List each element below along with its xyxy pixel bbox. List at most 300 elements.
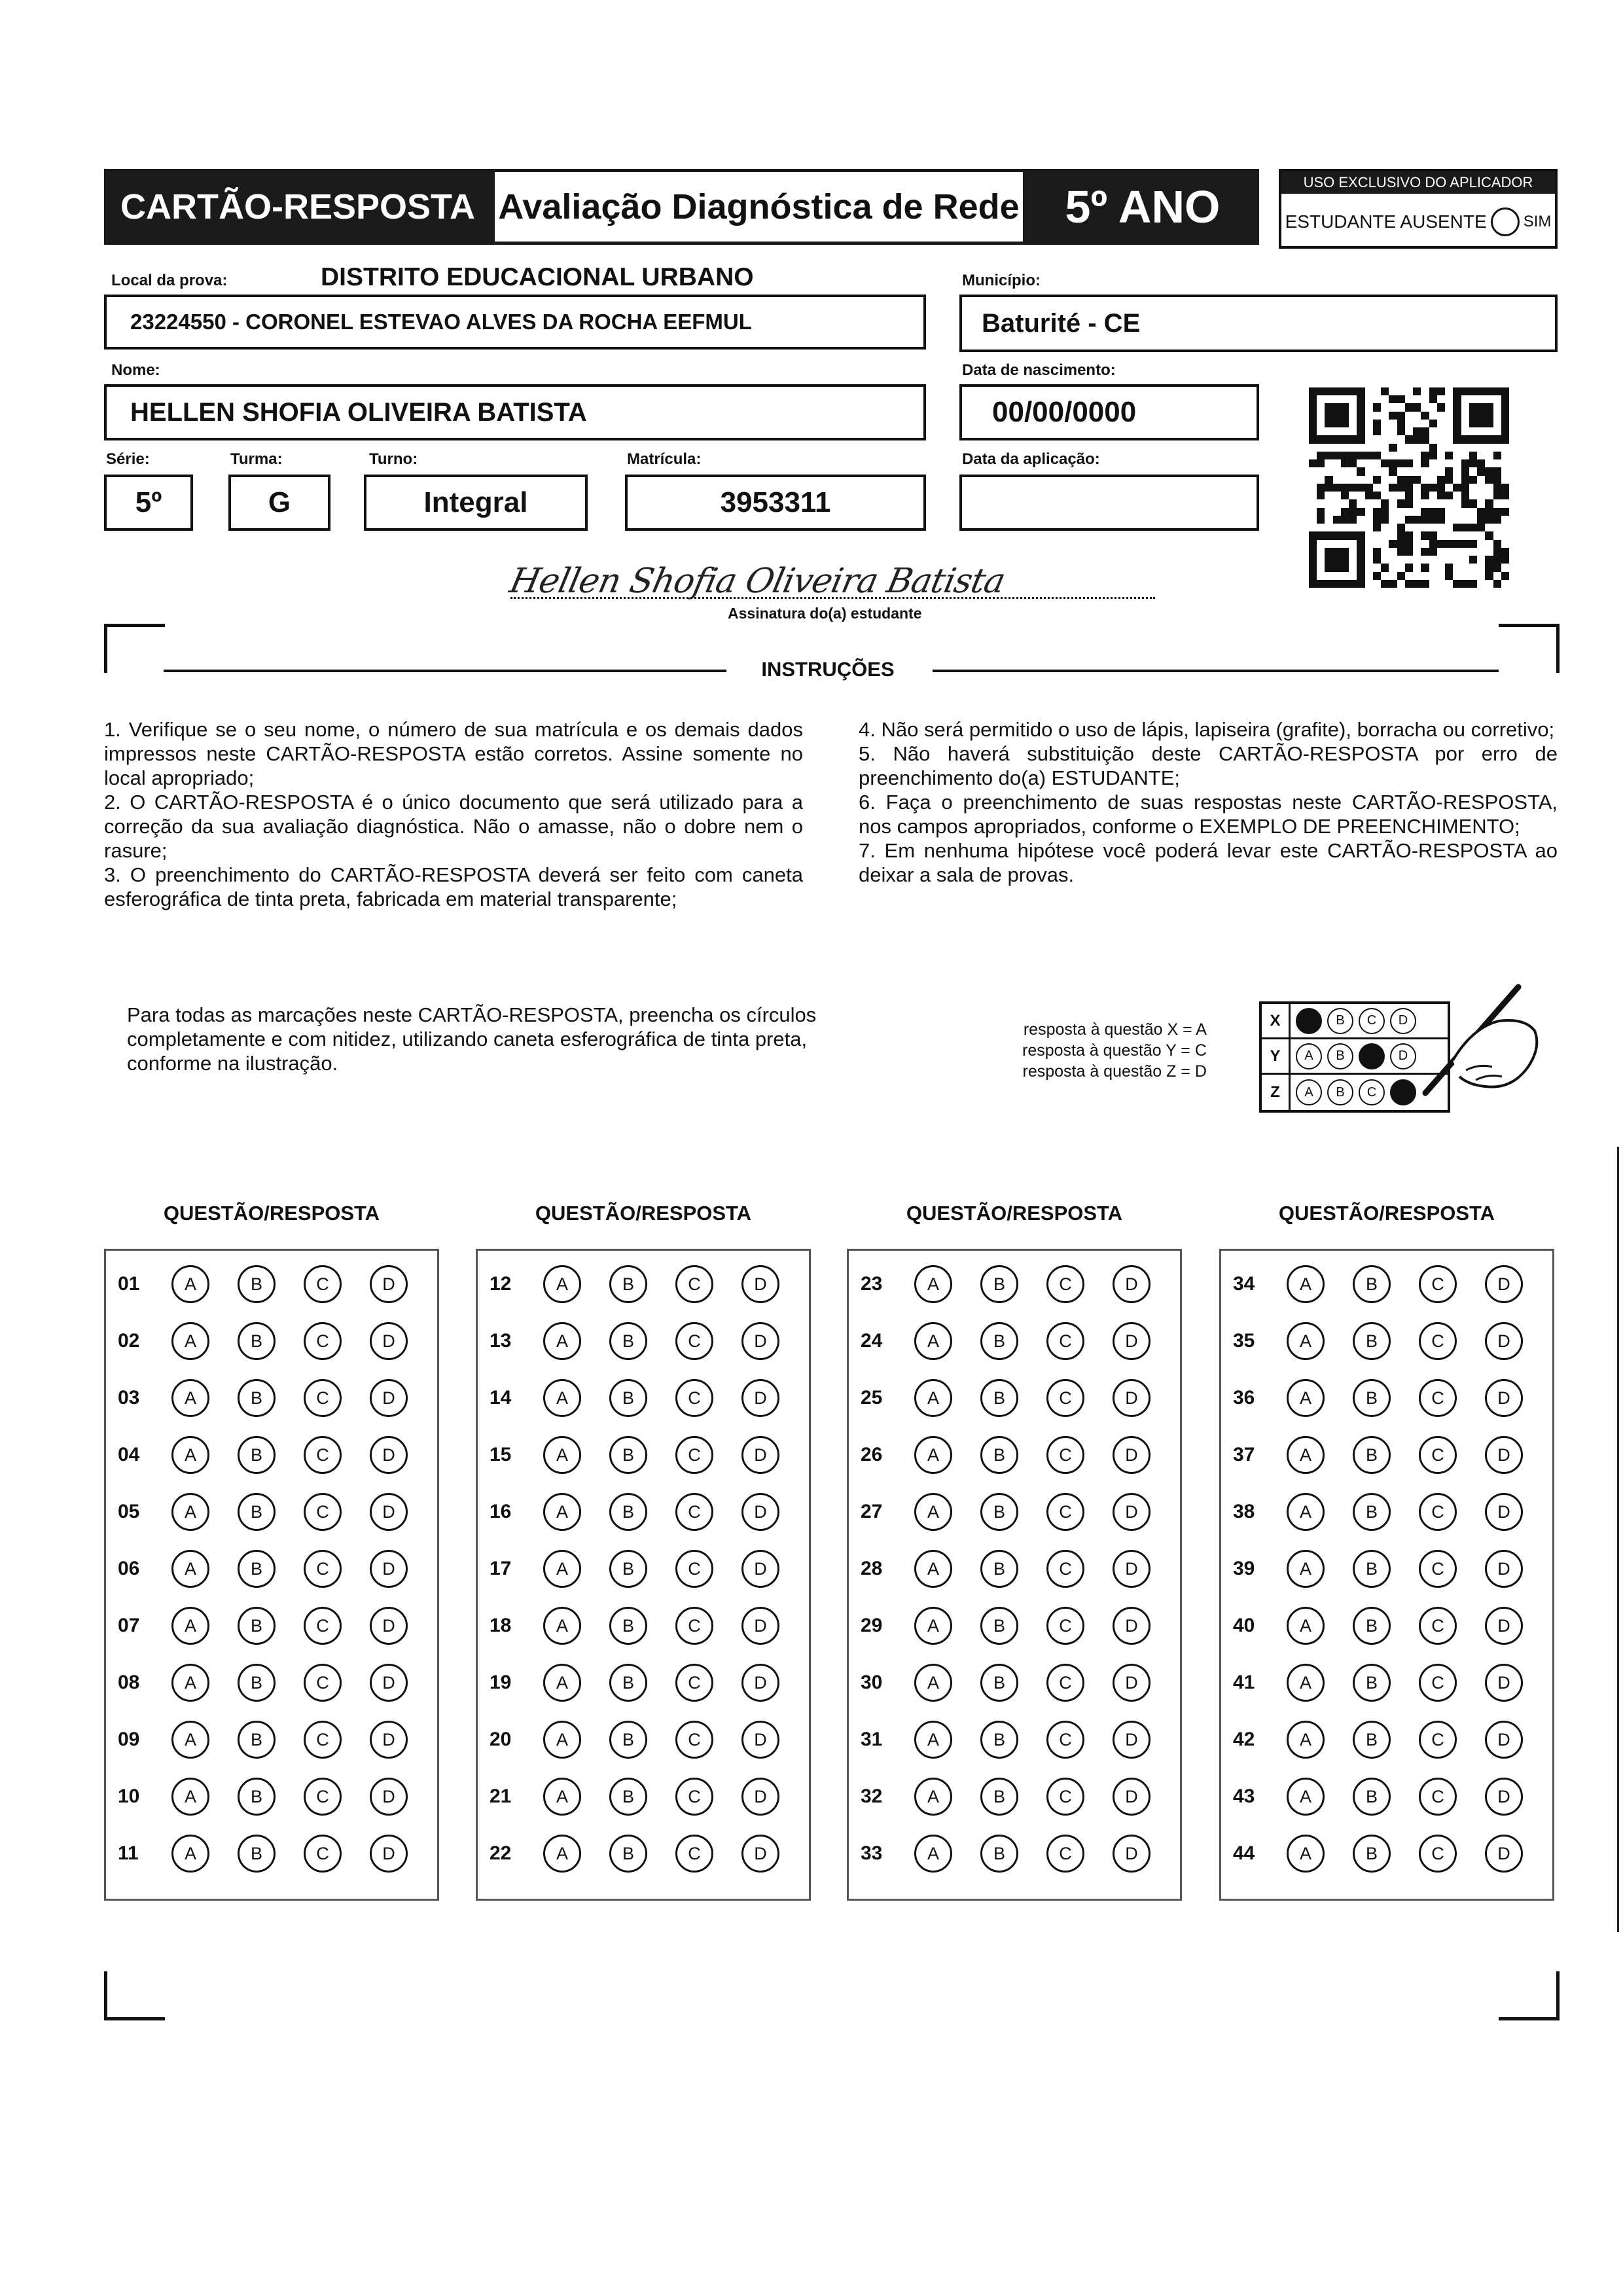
answer-bubble-a[interactable]: A <box>171 1664 209 1702</box>
answer-bubble-d[interactable]: D <box>1113 1607 1150 1645</box>
turma-label: Turma: <box>230 450 283 468</box>
answer-bubble-c[interactable]: C <box>1046 1379 1084 1417</box>
column-header: QUESTÃO/RESPOSTA <box>1278 1202 1495 1225</box>
answer-bubble-d[interactable]: D <box>370 1550 408 1588</box>
answer-bubble-d[interactable]: D <box>370 1265 408 1303</box>
answer-bubble-d[interactable]: D <box>741 1778 779 1816</box>
answer-bubble-c[interactable]: C <box>1419 1550 1457 1588</box>
question-number: 26 <box>861 1444 883 1465</box>
answer-bubble-d[interactable]: D <box>370 1664 408 1702</box>
answer-bubble-d[interactable]: D <box>1113 1322 1150 1360</box>
answer-bubble-c[interactable]: C <box>675 1265 713 1303</box>
answer-bubble-d[interactable]: D <box>741 1493 779 1531</box>
answer-bubble-d[interactable]: D <box>370 1778 408 1816</box>
crop-mark-top-right <box>1499 624 1560 673</box>
question-number: 19 <box>490 1672 512 1693</box>
example-bubble: A <box>1296 1008 1322 1034</box>
answer-bubble-a[interactable]: A <box>171 1436 209 1474</box>
answer-bubble-c[interactable]: C <box>1419 1493 1457 1531</box>
exam-title: Avaliação Diagnóstica de Rede <box>491 169 1026 245</box>
answer-bubble-b[interactable]: B <box>1353 1265 1391 1303</box>
question-number: 18 <box>490 1615 512 1636</box>
question-row <box>1221 1378 1551 1418</box>
local-field: 23224550 - CORONEL ESTEVAO ALVES DA ROCHA EEFMUL <box>104 295 926 350</box>
answer-bubble-c[interactable]: C <box>1419 1664 1457 1702</box>
example-legend-z: resposta à questão Z = D <box>1022 1062 1207 1081</box>
column-header: QUESTÃO/RESPOSTA <box>906 1202 1123 1225</box>
answer-bubble-a[interactable]: A <box>543 1835 581 1873</box>
answer-bubble-d[interactable]: D <box>370 1835 408 1873</box>
answer-bubble-a[interactable]: A <box>1287 1778 1325 1816</box>
answer-bubble-d[interactable]: D <box>1485 1721 1523 1759</box>
answer-column-3 <box>847 1249 1182 1901</box>
answer-bubble-d[interactable]: D <box>1485 1835 1523 1873</box>
answer-bubble-a[interactable]: A <box>543 1778 581 1816</box>
answer-bubble-c[interactable]: C <box>304 1664 342 1702</box>
applicator-title: USO EXCLUSIVO DO APLICADOR <box>1281 171 1555 194</box>
answer-bubble-b[interactable]: B <box>238 1550 276 1588</box>
answer-bubble-c[interactable]: C <box>304 1379 342 1417</box>
answer-bubble-c[interactable]: C <box>675 1493 713 1531</box>
answer-bubble-c[interactable]: C <box>675 1607 713 1645</box>
answer-bubble-b[interactable]: B <box>1353 1493 1391 1531</box>
absent-bubble[interactable] <box>1491 207 1520 236</box>
nome-field: HELLEN SHOFIA OLIVEIRA BATISTA <box>104 384 926 440</box>
answer-bubble-d[interactable]: D <box>741 1322 779 1360</box>
answer-bubble-d[interactable]: D <box>370 1436 408 1474</box>
answer-column-1 <box>104 1249 439 1901</box>
answer-bubble-b[interactable]: B <box>609 1322 647 1360</box>
crop-mark-bottom-right <box>1499 1971 1560 2020</box>
question-row <box>106 1719 436 1760</box>
question-number: 01 <box>118 1273 140 1295</box>
crop-mark-bottom-left <box>104 1971 165 2020</box>
answer-bubble-c[interactable]: C <box>675 1436 713 1474</box>
answer-bubble-a[interactable]: A <box>171 1379 209 1417</box>
answer-bubble-d[interactable]: D <box>741 1265 779 1303</box>
answer-bubble-c[interactable]: C <box>1046 1664 1084 1702</box>
instruction-item: 5. Não haverá substituição deste CARTÃO-RESPOSTA por erro de preenchimento do(a) ESTUDANTE; <box>859 742 1558 789</box>
answer-bubble-b[interactable]: B <box>1353 1778 1391 1816</box>
question-row <box>478 1833 808 1874</box>
example-bubble: A <box>1296 1043 1322 1069</box>
question-number: 27 <box>861 1501 883 1522</box>
answer-bubble-a[interactable]: A <box>914 1493 952 1531</box>
answer-bubble-d[interactable]: D <box>370 1607 408 1645</box>
answer-bubble-a[interactable]: A <box>1287 1265 1325 1303</box>
answer-bubble-a[interactable]: A <box>1287 1322 1325 1360</box>
answer-bubble-a[interactable]: A <box>543 1493 581 1531</box>
question-row <box>849 1605 1179 1646</box>
answer-bubble-a[interactable]: A <box>543 1436 581 1474</box>
question-row <box>1221 1662 1551 1703</box>
answer-bubble-a[interactable]: A <box>543 1322 581 1360</box>
answer-bubble-c[interactable]: C <box>1046 1493 1084 1531</box>
answer-bubble-d[interactable]: D <box>370 1493 408 1531</box>
answer-bubble-b[interactable]: B <box>238 1436 276 1474</box>
answer-bubble-c[interactable]: C <box>304 1550 342 1588</box>
answer-bubble-c[interactable]: C <box>304 1607 342 1645</box>
question-number: 15 <box>490 1444 512 1465</box>
answer-bubble-c[interactable]: C <box>675 1721 713 1759</box>
answer-bubble-b[interactable]: B <box>238 1835 276 1873</box>
answer-bubble-a[interactable]: A <box>543 1265 581 1303</box>
answer-bubble-a[interactable]: A <box>914 1322 952 1360</box>
answer-bubble-c[interactable]: C <box>675 1550 713 1588</box>
question-number: 20 <box>490 1729 512 1750</box>
answer-bubble-d[interactable]: D <box>741 1379 779 1417</box>
example-row-label: X <box>1262 1004 1291 1037</box>
answer-bubble-d[interactable]: D <box>1485 1664 1523 1702</box>
question-number: 40 <box>1233 1615 1255 1636</box>
answer-bubble-b[interactable]: B <box>609 1607 647 1645</box>
question-number: 03 <box>118 1387 140 1408</box>
question-number: 11 <box>118 1842 139 1864</box>
example-bubble: D <box>1390 1008 1416 1034</box>
answer-bubble-b[interactable]: B <box>238 1664 276 1702</box>
answer-bubble-b[interactable]: B <box>1353 1436 1391 1474</box>
question-number: 04 <box>118 1444 140 1465</box>
answer-bubble-b[interactable]: B <box>238 1322 276 1360</box>
example-bubble: C <box>1359 1043 1385 1069</box>
answer-bubble-c[interactable]: C <box>1046 1265 1084 1303</box>
answer-bubble-a[interactable]: A <box>914 1835 952 1873</box>
question-row <box>106 1549 436 1589</box>
answer-bubble-a[interactable]: A <box>914 1721 952 1759</box>
example-bubble: B <box>1327 1079 1353 1105</box>
answer-bubble-c[interactable]: C <box>1046 1835 1084 1873</box>
answer-bubble-b[interactable]: B <box>980 1607 1018 1645</box>
answer-bubble-c[interactable]: C <box>1046 1550 1084 1588</box>
answer-bubble-a[interactable]: A <box>914 1265 952 1303</box>
column-header: QUESTÃO/RESPOSTA <box>535 1202 752 1225</box>
answer-bubble-a[interactable]: A <box>543 1550 581 1588</box>
aplicacao-label: Data da aplicação: <box>962 450 1100 468</box>
signature: Hellen Shofia Oliveira Batista <box>506 562 1008 601</box>
answer-bubble-b[interactable]: B <box>980 1664 1018 1702</box>
question-row <box>478 1605 808 1646</box>
answer-bubble-b[interactable]: B <box>980 1778 1018 1816</box>
answer-bubble-c[interactable]: C <box>675 1835 713 1873</box>
answer-bubble-a[interactable]: A <box>1287 1550 1325 1588</box>
question-row <box>106 1264 436 1304</box>
answer-bubble-b[interactable]: B <box>609 1379 647 1417</box>
answer-bubble-b[interactable]: B <box>238 1265 276 1303</box>
answer-bubble-b[interactable]: B <box>1353 1835 1391 1873</box>
answer-bubble-b[interactable]: B <box>980 1721 1018 1759</box>
answer-bubble-b[interactable]: B <box>980 1322 1018 1360</box>
answer-bubble-d[interactable]: D <box>741 1835 779 1873</box>
answer-bubble-c[interactable]: C <box>1419 1835 1457 1873</box>
question-number: 22 <box>490 1842 512 1864</box>
question-row <box>1221 1492 1551 1532</box>
answer-bubble-b[interactable]: B <box>609 1721 647 1759</box>
question-row <box>478 1662 808 1703</box>
question-number: 21 <box>490 1785 512 1807</box>
instructions-rule-left <box>164 670 726 672</box>
answer-bubble-c[interactable]: C <box>304 1721 342 1759</box>
question-row <box>478 1492 808 1532</box>
answer-bubble-c[interactable]: C <box>1046 1721 1084 1759</box>
question-number: 32 <box>861 1785 883 1807</box>
answer-bubble-d[interactable]: D <box>1485 1265 1523 1303</box>
answer-bubble-a[interactable]: A <box>171 1607 209 1645</box>
answer-bubble-b[interactable]: B <box>238 1778 276 1816</box>
answer-bubble-b[interactable]: B <box>609 1778 647 1816</box>
question-row <box>1221 1719 1551 1760</box>
answer-bubble-c[interactable]: C <box>675 1322 713 1360</box>
matricula-field: 3953311 <box>625 475 926 531</box>
answer-bubble-a[interactable]: A <box>914 1379 952 1417</box>
crop-mark-top-left <box>104 624 165 673</box>
answer-bubble-a[interactable]: A <box>171 1550 209 1588</box>
answer-bubble-b[interactable]: B <box>238 1607 276 1645</box>
answer-bubble-a[interactable]: A <box>171 1778 209 1816</box>
question-number: 06 <box>118 1558 140 1579</box>
answer-bubble-d[interactable]: D <box>741 1721 779 1759</box>
answer-bubble-a[interactable]: A <box>1287 1664 1325 1702</box>
example-bubble: C <box>1359 1079 1385 1105</box>
answer-bubble-d[interactable]: D <box>1113 1265 1150 1303</box>
example-bubble: B <box>1327 1008 1353 1034</box>
serie-field: 5º <box>104 475 193 531</box>
pen-hand-icon <box>1414 982 1544 1113</box>
qr-code <box>1309 387 1509 588</box>
question-number: 35 <box>1233 1330 1255 1352</box>
answer-bubble-c[interactable]: C <box>675 1664 713 1702</box>
answer-bubble-a[interactable]: A <box>1287 1835 1325 1873</box>
turma-field: G <box>228 475 330 531</box>
answer-bubble-c[interactable]: C <box>1419 1379 1457 1417</box>
example-legend-y: resposta à questão Y = C <box>1022 1041 1207 1060</box>
question-number: 38 <box>1233 1501 1255 1522</box>
answer-bubble-b[interactable]: B <box>1353 1322 1391 1360</box>
answer-bubble-b[interactable]: B <box>609 1664 647 1702</box>
matricula-label: Matrícula: <box>627 450 702 468</box>
instruction-item: 2. O CARTÃO-RESPOSTA é o único documento que será utilizado para a correção da sua avaliação diagnóstica. Não o amasse, não o dobre nem o rasure; <box>104 791 803 862</box>
question-number: 44 <box>1233 1842 1255 1864</box>
answer-bubble-d[interactable]: D <box>1485 1493 1523 1531</box>
answer-bubble-c[interactable]: C <box>1419 1778 1457 1816</box>
answer-bubble-c[interactable]: C <box>304 1436 342 1474</box>
question-row <box>106 1833 436 1874</box>
instruction-item: 4. Não será permitido o uso de lápis, lapiseira (grafite), borracha ou corretivo; <box>859 718 1555 741</box>
answer-bubble-a[interactable]: A <box>914 1607 952 1645</box>
answer-bubble-c[interactable]: C <box>1046 1436 1084 1474</box>
question-number: 29 <box>861 1615 883 1636</box>
aplicacao-field <box>959 475 1259 531</box>
answer-bubble-d[interactable]: D <box>1113 1664 1150 1702</box>
answer-bubble-b[interactable]: B <box>1353 1664 1391 1702</box>
answer-bubble-d[interactable]: D <box>741 1664 779 1702</box>
answer-bubble-b[interactable]: B <box>980 1265 1018 1303</box>
question-number: 31 <box>861 1729 883 1750</box>
answer-bubble-b[interactable]: B <box>609 1493 647 1531</box>
answer-bubble-b[interactable]: B <box>1353 1550 1391 1588</box>
nome-label: Nome: <box>111 361 160 379</box>
answer-bubble-b[interactable]: B <box>980 1493 1018 1531</box>
answer-bubble-b[interactable]: B <box>609 1550 647 1588</box>
question-row <box>1221 1605 1551 1646</box>
answer-bubble-d[interactable]: D <box>1485 1322 1523 1360</box>
answer-bubble-b[interactable]: B <box>1353 1721 1391 1759</box>
municipio-label: Município: <box>962 272 1041 289</box>
answer-bubble-d[interactable]: D <box>1113 1493 1150 1531</box>
answer-bubble-d[interactable]: D <box>1113 1436 1150 1474</box>
answer-bubble-d[interactable]: D <box>1485 1607 1523 1645</box>
answer-bubble-b[interactable]: B <box>609 1835 647 1873</box>
turno-field: Integral <box>364 475 588 531</box>
grade-label: 5º ANO <box>1026 169 1259 245</box>
answer-bubble-b[interactable]: B <box>980 1835 1018 1873</box>
question-number: 33 <box>861 1842 883 1864</box>
answer-bubble-c[interactable]: C <box>304 1835 342 1873</box>
answer-bubble-a[interactable]: A <box>914 1550 952 1588</box>
question-row <box>478 1264 808 1304</box>
answer-column-4 <box>1219 1249 1554 1901</box>
question-row <box>478 1435 808 1475</box>
answer-bubble-a[interactable]: A <box>171 1493 209 1531</box>
applicator-box <box>1279 169 1558 249</box>
example-bubble: A <box>1296 1079 1322 1105</box>
municipio-field: Baturité - CE <box>959 295 1558 352</box>
answer-bubble-c[interactable]: C <box>304 1493 342 1531</box>
answer-bubble-b[interactable]: B <box>238 1493 276 1531</box>
nascimento-field: 00/00/0000 <box>959 384 1259 440</box>
question-row <box>849 1719 1179 1760</box>
question-row <box>106 1605 436 1646</box>
answer-bubble-c[interactable]: C <box>675 1778 713 1816</box>
question-row <box>1221 1833 1551 1874</box>
question-number: 42 <box>1233 1729 1255 1750</box>
answer-bubble-a[interactable]: A <box>171 1265 209 1303</box>
answer-bubble-a[interactable]: A <box>543 1664 581 1702</box>
answer-bubble-a[interactable]: A <box>1287 1721 1325 1759</box>
answer-bubble-d[interactable]: D <box>741 1607 779 1645</box>
answer-bubble-c[interactable]: C <box>304 1265 342 1303</box>
example-bubble: D <box>1390 1079 1416 1105</box>
question-row <box>106 1378 436 1418</box>
answer-bubble-c[interactable]: C <box>1046 1778 1084 1816</box>
example-bubble: D <box>1390 1043 1416 1069</box>
answer-bubble-d[interactable]: D <box>1485 1550 1523 1588</box>
answer-bubble-a[interactable]: A <box>171 1721 209 1759</box>
nascimento-label: Data de nascimento: <box>962 361 1116 379</box>
answer-bubble-d[interactable]: D <box>370 1721 408 1759</box>
question-row <box>849 1321 1179 1361</box>
answer-bubble-a[interactable]: A <box>171 1835 209 1873</box>
question-number: 23 <box>861 1273 883 1295</box>
answer-bubble-b[interactable]: B <box>1353 1607 1391 1645</box>
answer-bubble-d[interactable]: D <box>1485 1778 1523 1816</box>
answer-column-2 <box>476 1249 811 1901</box>
answer-bubble-d[interactable]: D <box>1485 1379 1523 1417</box>
question-number: 28 <box>861 1558 883 1579</box>
instructions-title: INSTRUÇÕES <box>761 658 895 681</box>
answer-bubble-a[interactable]: A <box>543 1607 581 1645</box>
question-number: 39 <box>1233 1558 1255 1579</box>
answer-bubble-b[interactable]: B <box>980 1379 1018 1417</box>
answer-bubble-b[interactable]: B <box>238 1379 276 1417</box>
answer-bubble-c[interactable]: C <box>304 1778 342 1816</box>
answer-bubble-c[interactable]: C <box>1046 1607 1084 1645</box>
answer-bubble-d[interactable]: D <box>1113 1721 1150 1759</box>
answer-bubble-a[interactable]: A <box>171 1322 209 1360</box>
answer-bubble-d[interactable]: D <box>370 1379 408 1417</box>
answer-bubble-d[interactable]: D <box>741 1436 779 1474</box>
answer-bubble-c[interactable]: C <box>1419 1322 1457 1360</box>
answer-bubble-a[interactable]: A <box>914 1664 952 1702</box>
signature-label: Assinatura do(a) estudante <box>728 605 922 622</box>
answer-bubble-b[interactable]: B <box>980 1436 1018 1474</box>
question-row <box>849 1492 1179 1532</box>
question-row <box>1221 1776 1551 1817</box>
question-number: 13 <box>490 1330 512 1352</box>
question-row <box>849 1662 1179 1703</box>
answer-bubble-a[interactable]: A <box>1287 1607 1325 1645</box>
answer-bubble-a[interactable]: A <box>1287 1493 1325 1531</box>
answer-bubble-a[interactable]: A <box>914 1436 952 1474</box>
question-row <box>478 1719 808 1760</box>
absent-option: SIM <box>1523 213 1552 230</box>
answer-bubble-c[interactable]: C <box>304 1322 342 1360</box>
example-row-label: Y <box>1262 1039 1291 1073</box>
answer-bubble-d[interactable]: D <box>1113 1550 1150 1588</box>
instruction-item: 3. O preenchimento do CARTÃO-RESPOSTA deverá ser feito com caneta esferográfica de tinta preta, fabricada em material transparente; <box>104 863 803 910</box>
question-row <box>478 1378 808 1418</box>
answer-bubble-a[interactable]: A <box>543 1379 581 1417</box>
question-row <box>106 1492 436 1532</box>
answer-bubble-d[interactable]: D <box>741 1550 779 1588</box>
answer-bubble-d[interactable]: D <box>1113 1379 1150 1417</box>
answer-bubble-c[interactable]: C <box>675 1379 713 1417</box>
answer-bubble-a[interactable]: A <box>543 1721 581 1759</box>
question-row <box>849 1378 1179 1418</box>
answer-bubble-b[interactable]: B <box>609 1436 647 1474</box>
absent-label: ESTUDANTE AUSENTE <box>1285 211 1487 232</box>
answer-bubble-b[interactable]: B <box>238 1721 276 1759</box>
edge-mark <box>1617 1147 1619 1932</box>
answer-bubble-a[interactable]: A <box>1287 1379 1325 1417</box>
signature-line <box>510 597 1155 599</box>
question-row <box>106 1662 436 1703</box>
question-row <box>478 1549 808 1589</box>
instructions-left <box>104 717 803 911</box>
answer-bubble-a[interactable]: A <box>1287 1436 1325 1474</box>
question-row <box>1221 1549 1551 1589</box>
answer-bubble-c[interactable]: C <box>1419 1265 1457 1303</box>
answer-bubble-b[interactable]: B <box>609 1265 647 1303</box>
answer-bubble-c[interactable]: C <box>1419 1607 1457 1645</box>
question-number: 16 <box>490 1501 512 1522</box>
answer-bubble-d[interactable]: D <box>1113 1778 1150 1816</box>
answer-bubble-d[interactable]: D <box>370 1322 408 1360</box>
answer-bubble-c[interactable]: C <box>1046 1322 1084 1360</box>
answer-bubble-c[interactable]: C <box>1419 1721 1457 1759</box>
question-number: 43 <box>1233 1785 1255 1807</box>
answer-bubble-d[interactable]: D <box>1485 1436 1523 1474</box>
answer-bubble-d[interactable]: D <box>1113 1835 1150 1873</box>
answer-bubble-c[interactable]: C <box>1419 1436 1457 1474</box>
question-row <box>106 1435 436 1475</box>
example-legend <box>1022 1019 1207 1082</box>
question-number: 34 <box>1233 1273 1255 1295</box>
question-row <box>1221 1435 1551 1475</box>
answer-bubble-a[interactable]: A <box>914 1778 952 1816</box>
answer-bubble-b[interactable]: B <box>980 1550 1018 1588</box>
question-number: 41 <box>1233 1672 1255 1693</box>
answer-bubble-b[interactable]: B <box>1353 1379 1391 1417</box>
